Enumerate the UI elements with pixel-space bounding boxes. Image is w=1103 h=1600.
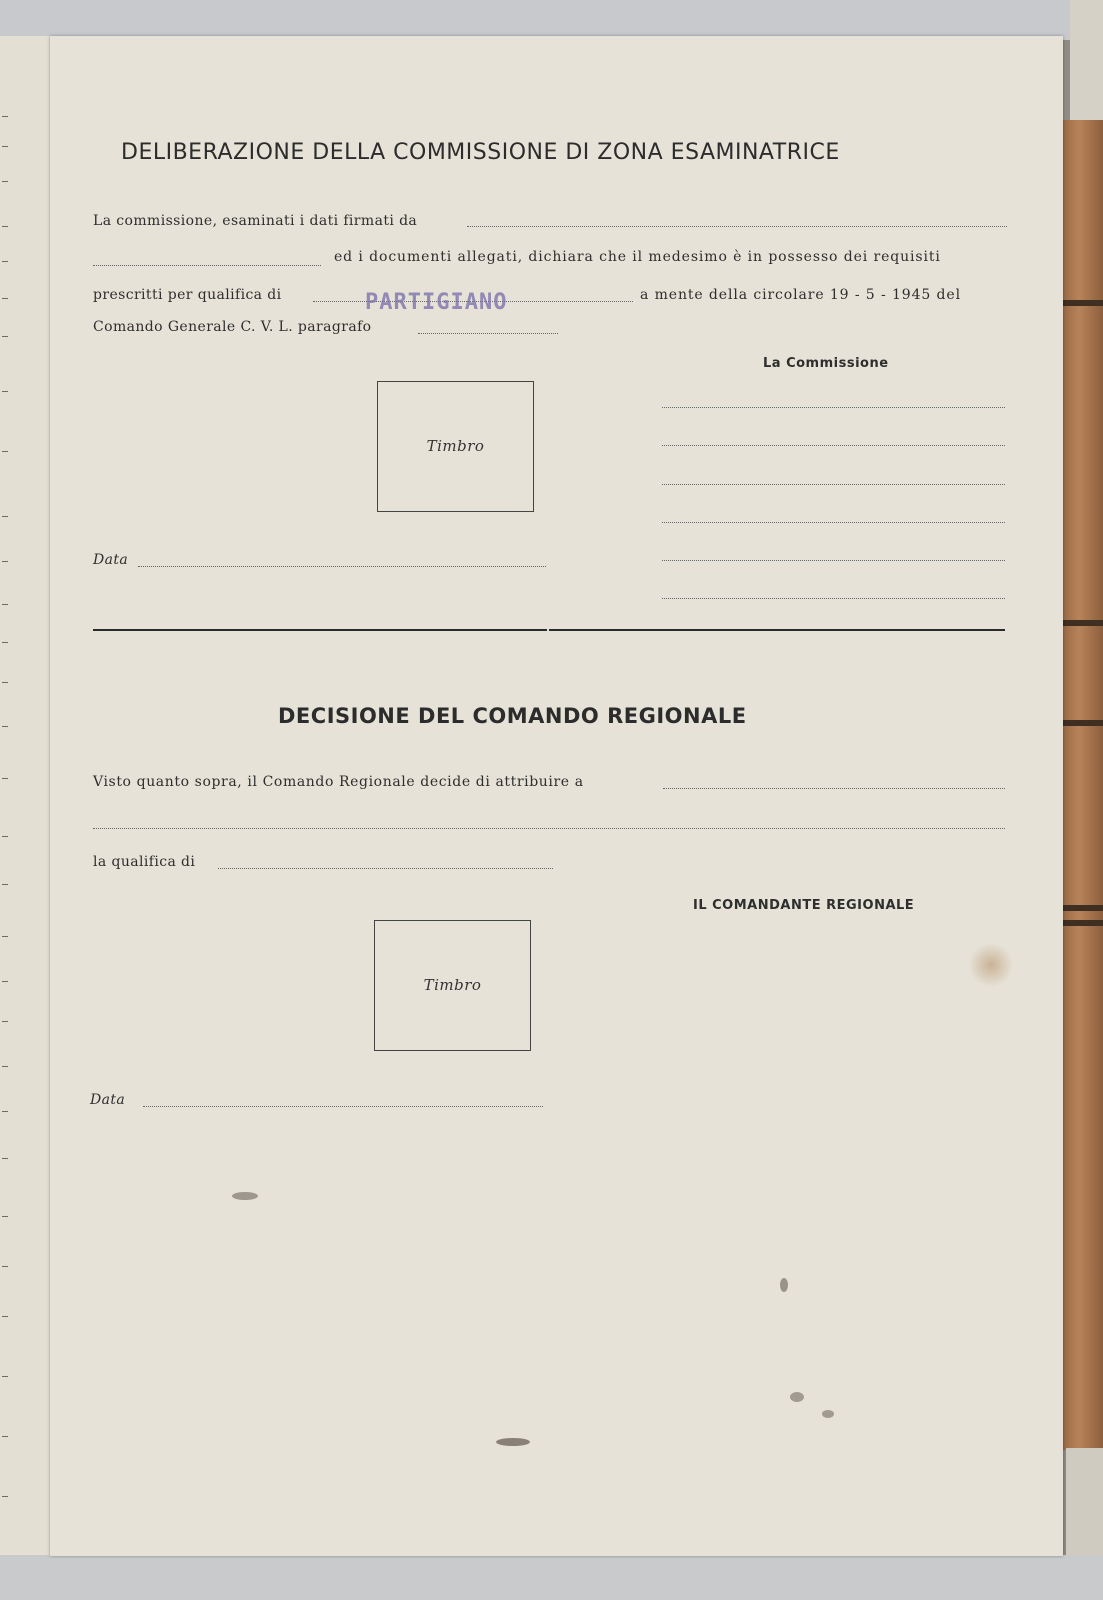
stamp-box-regional: [374, 920, 531, 1051]
stamp-box-label: Timbro: [426, 437, 485, 455]
regional-line1-text: Visto quanto sopra, il Comando Regionale decide di attribuire a: [93, 774, 584, 790]
section2-title: DECISIONE DEL COMANDO REGIONALE: [278, 704, 747, 728]
commission-date-field[interactable]: [138, 566, 546, 567]
ink-speck: [780, 1278, 788, 1292]
background-ribbon: [1070, 0, 1103, 125]
stamp-box-label-regional: Timbro: [423, 976, 482, 994]
section-divider-right: [549, 629, 1005, 631]
ink-speck: [496, 1438, 530, 1446]
ink-speck: [232, 1192, 258, 1200]
commission-line4-text: Comando Generale C. V. L. paragrafo: [93, 319, 372, 335]
ink-speck: [822, 1410, 834, 1418]
form-page: [50, 36, 1063, 1556]
commission-signature-line-4[interactable]: [662, 522, 1005, 523]
commission-line3-text-a: prescritti per qualifica di: [93, 287, 282, 303]
recipient-name-field[interactable]: [663, 788, 1005, 789]
examinee-name-field[interactable]: [467, 226, 1007, 227]
previous-page-marks: [2, 36, 22, 1561]
commission-signatory-title: La Commissione: [763, 356, 889, 371]
commission-signature-line-3[interactable]: [662, 484, 1005, 485]
commission-line3-text-b: a mente della circolare 19 - 5 - 1945 del: [640, 287, 961, 303]
assigned-qualification-field[interactable]: [218, 868, 553, 869]
regional-date-label: Data: [90, 1092, 126, 1108]
commission-signature-line-6[interactable]: [662, 598, 1005, 599]
regional-signatory-title: IL COMANDANTE REGIONALE: [693, 898, 915, 913]
commission-signature-line-1[interactable]: [662, 407, 1005, 408]
commission-signature-line-2[interactable]: [662, 445, 1005, 446]
foxing-stain: [970, 941, 1012, 989]
book-binding: [1063, 120, 1103, 1450]
commission-line1-text: La commissione, esaminati i dati firmati da: [93, 213, 418, 229]
regional-line3-text: la qualifica di: [93, 854, 196, 870]
background-top: [0, 0, 1103, 40]
examinee-name-field-continued[interactable]: [93, 265, 321, 266]
section-divider-left: [93, 629, 547, 631]
previous-page-edge: [0, 36, 57, 1561]
recipient-name-field-continued[interactable]: [93, 828, 1005, 829]
ink-speck: [790, 1392, 804, 1402]
background-bottom: [0, 1555, 1103, 1600]
paragraph-field[interactable]: [418, 333, 558, 334]
section1-title: DELIBERAZIONE DELLA COMMISSIONE DI ZONA ESAMINATRICE: [121, 140, 840, 165]
regional-date-field[interactable]: [143, 1106, 543, 1107]
partigiano-rubber-stamp: PARTIGIANO: [365, 290, 508, 315]
commission-line2-text: ed i documenti allegati, dichiara che il medesimo è in possesso dei requisiti: [334, 249, 941, 265]
stamp-box-commission: [377, 381, 534, 512]
commission-signature-line-5[interactable]: [662, 560, 1005, 561]
commission-date-label: Data: [93, 552, 129, 568]
